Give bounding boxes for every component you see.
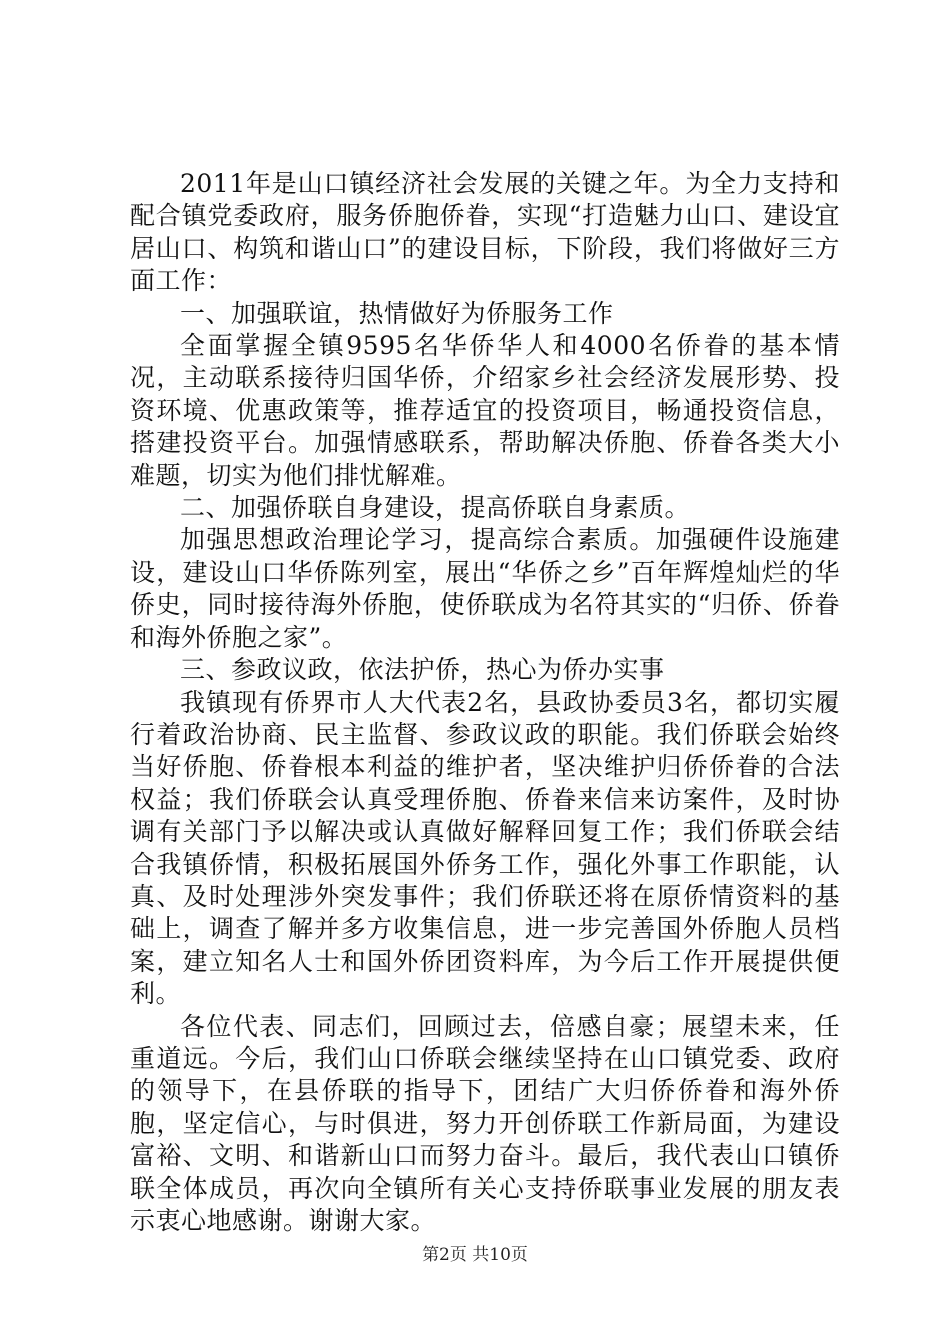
section-heading-1: 一、加强联谊，热情做好为侨服务工作 bbox=[180, 298, 614, 328]
document-body bbox=[130, 168, 840, 1237]
section-2-paragraph: 加强思想政治理论学习，提高综合素质。加强硬件设施建设，建设山口华侨陈列室，展出“华侨之乡”百年辉煌灿烂的华侨史，同时接待海外侨胞，使侨联成为名符其实的“归侨、侨眷和海外侨胞之家”。 bbox=[130, 525, 840, 652]
section-3-paragraph: 我镇现有侨界市人大代表2名，县政协委员3名，都切实履行着政治协商、民主监督、参政议政的职能。我们侨联会始终当好侨胞、侨眷根本利益的维护者，坚决维护归侨侨眷的合法权益；我们侨联会认真受理侨胞、侨眷来信来访案件，及时协调有关部门予以解决或认真做好解释回复工作；我们侨联会结合我镇侨情，积极拓展国外侨务工作，强化外事工作职能，认真、及时处理涉外突发事件；我们侨联还将在原侨情资料的基础上，调查了解并多方收集信息，进一步完善国外侨胞人员档案，建立知名人士和国外侨团资料库，为今后工作开展提供便利。 bbox=[130, 687, 840, 1009]
section-1-paragraph: 全面掌握全镇9595名华侨华人和4000名侨眷的基本情况，主动联系接待归国华侨，介绍家乡社会经济发展形势、投资环境、优惠政策等，推荐适宜的投资项目，畅通投资信息，搭建投资平台。加强情感联系，帮助解决侨胞、侨眷各类大小难题，切实为他们排忧解难。 bbox=[130, 331, 840, 490]
closing-paragraph: 各位代表、同志们，回顾过去，倍感自豪；展望未来，任重道远。今后，我们山口侨联会继续坚持在山口镇党委、政府的领导下，在县侨联的指导下，团结广大归侨侨眷和海外侨胞，坚定信心，与时俱进，努力开创侨联工作新局面，为建设富裕、文明、和谐新山口而努力奋斗。最后，我代表山口镇侨联全体成员，再次向全镇所有关心支持侨联事业发展的朋友表示衷心地感谢。谢谢大家。 bbox=[130, 1011, 840, 1235]
intro-paragraph: 2011年是山口镇经济社会发展的关键之年。为全力支持和配合镇党委政府，服务侨胞侨眷，实现“打造魅力山口、建设宜居山口、构筑和谐山口”的建设目标，下阶段，我们将做好三方面工作： bbox=[130, 169, 840, 296]
page-number-footer: 第2页 共10页 bbox=[422, 1245, 528, 1265]
section-heading-2: 二、加强侨联自身建设，提高侨联自身素质。 bbox=[180, 493, 691, 523]
section-heading-3: 三、参政议政，依法护侨，热心为侨办实事 bbox=[180, 655, 665, 685]
